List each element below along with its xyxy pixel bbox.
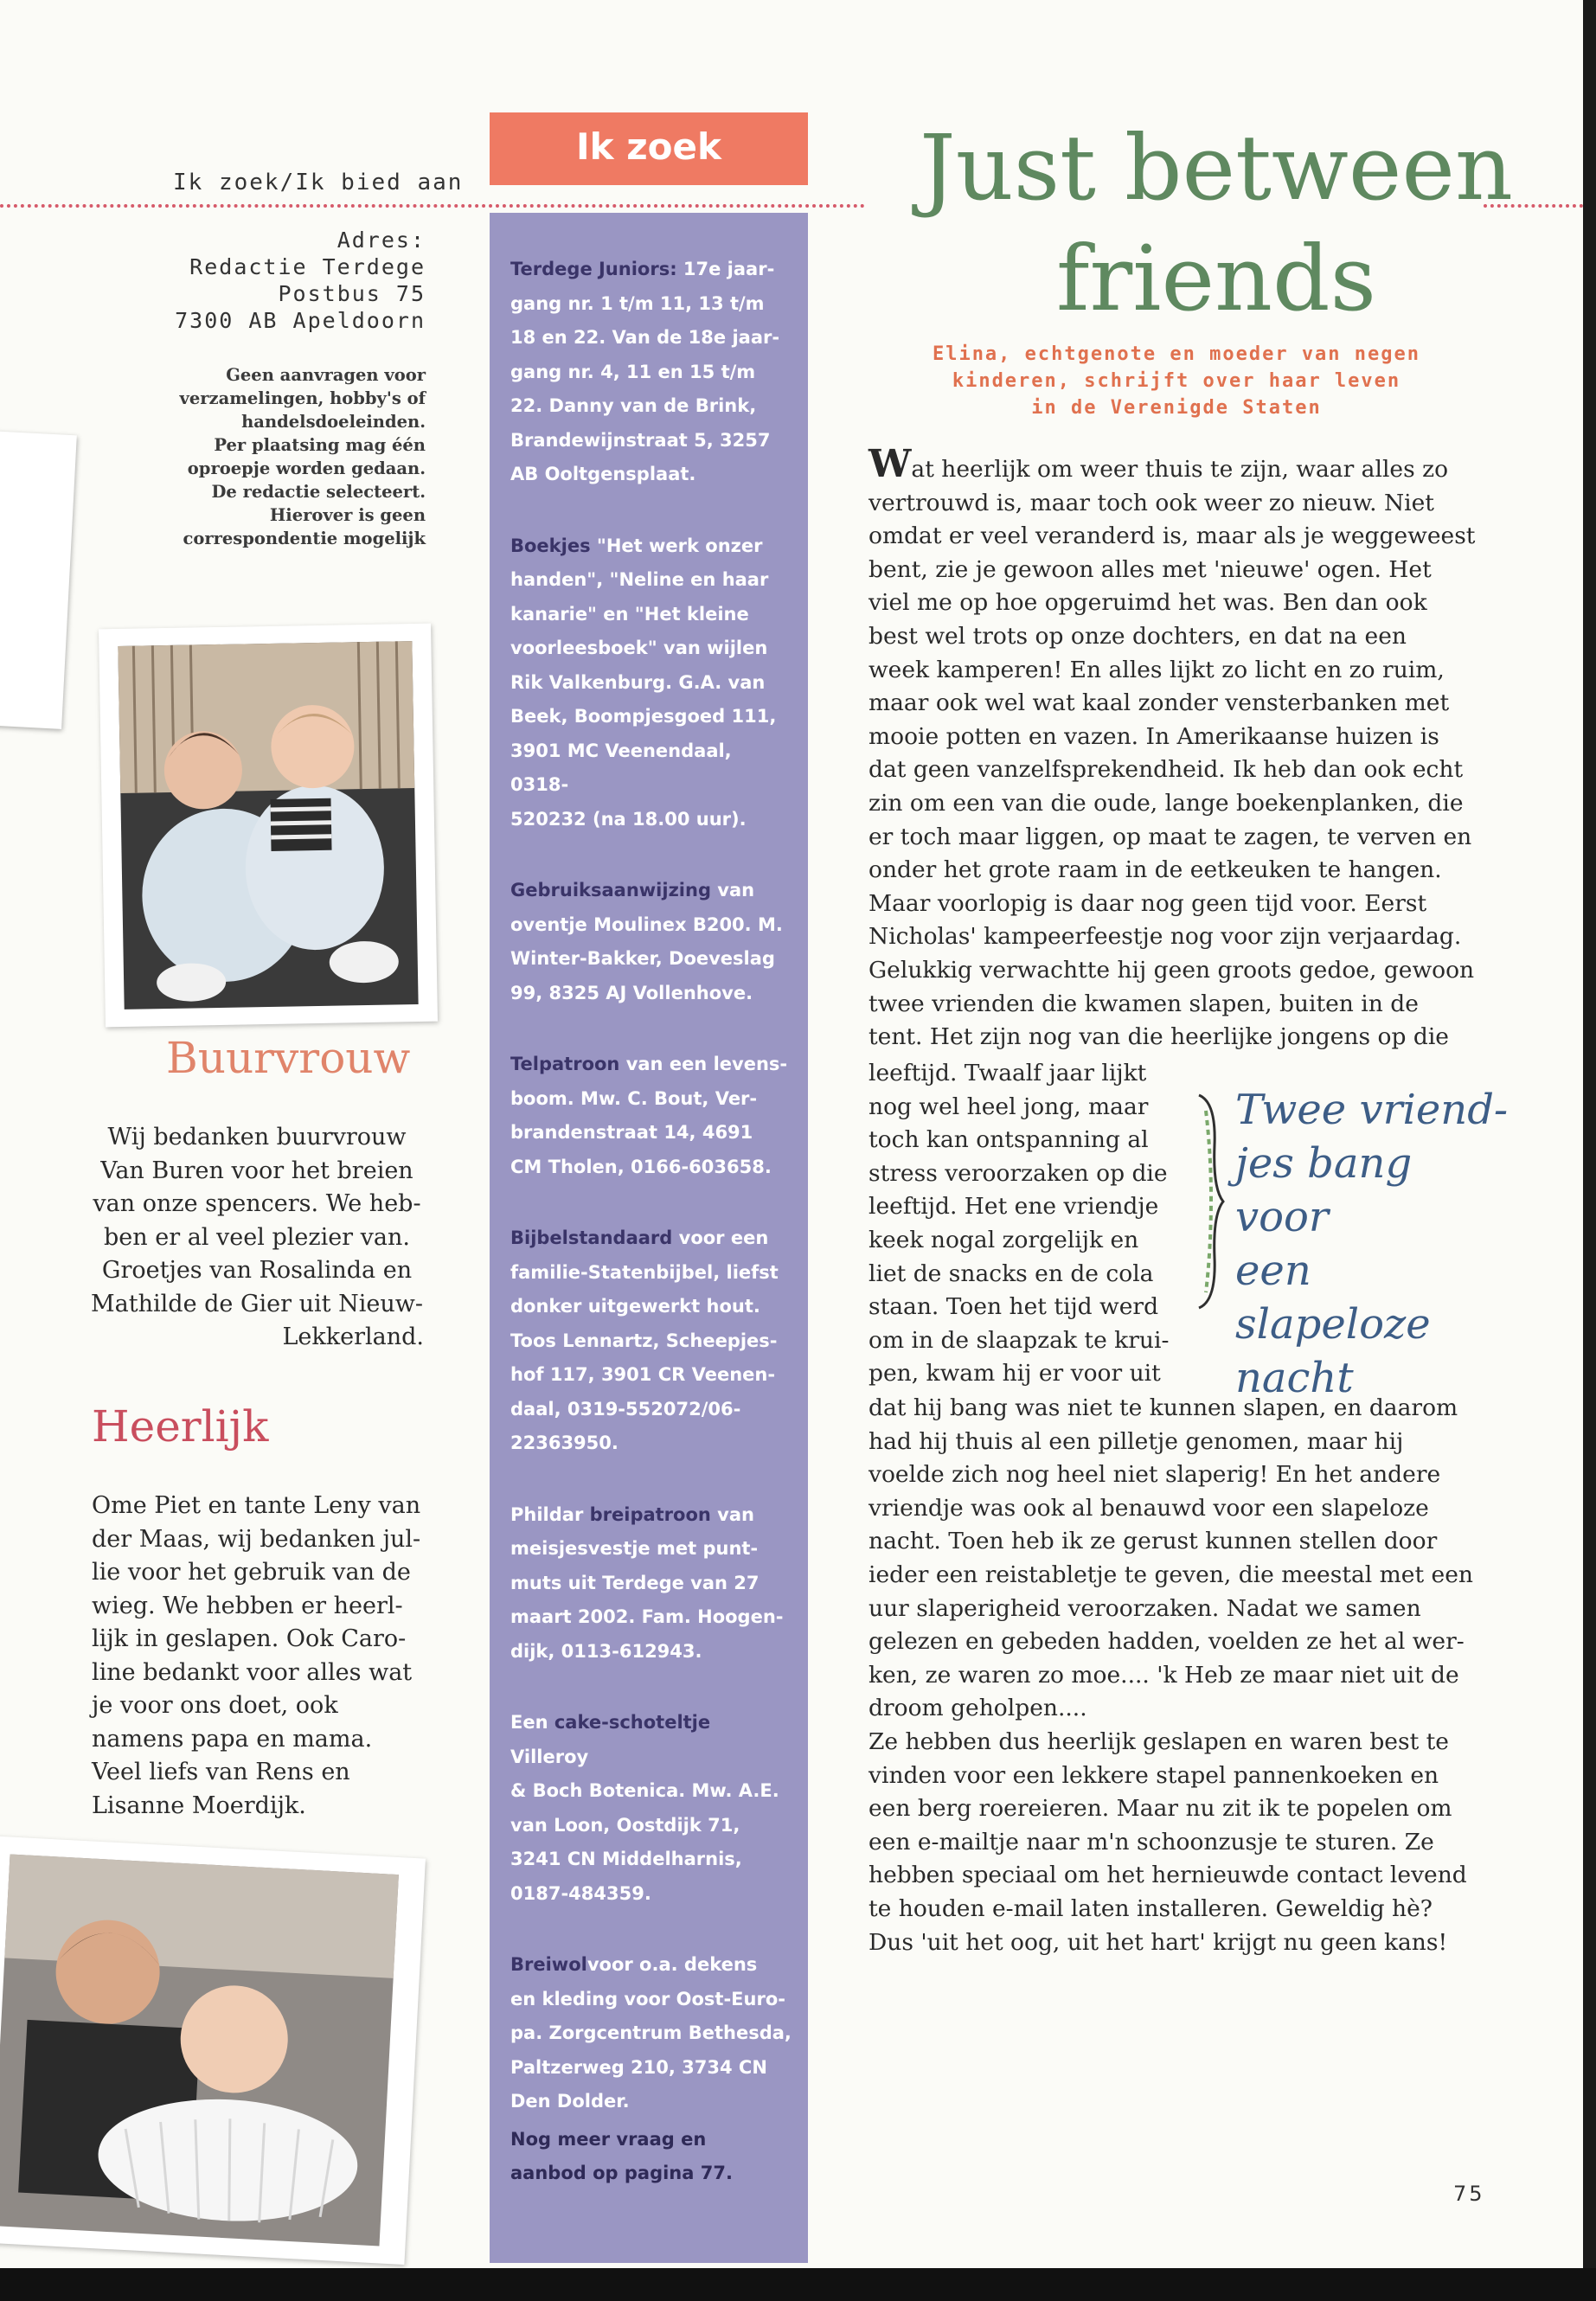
quote-line: een slapeloze bbox=[1235, 1247, 1431, 1349]
ad-line: Beek, Boompjesgoed 111, bbox=[510, 706, 777, 727]
ad-line: pa. Zorgcentrum Bethesda, bbox=[510, 2022, 792, 2043]
body-line: er toch maar liggen, op maat te zagen, te verven en bbox=[869, 823, 1472, 850]
notice-line: oproepje worden gedaan. bbox=[187, 458, 426, 478]
quote-line: Twee vriend- bbox=[1235, 1086, 1509, 1134]
body-line: vriendje was ook al benauwd voor een slapeloze bbox=[869, 1494, 1429, 1522]
section-text-heerlijk bbox=[92, 1490, 438, 1823]
classified-ads bbox=[510, 253, 794, 2228]
section-title-heerlijk: Heerlijk bbox=[92, 1401, 269, 1452]
ad-line: CM Tholen, 0166-603658. bbox=[510, 1156, 772, 1177]
notice-line: De redactie selecteert. bbox=[211, 482, 426, 502]
text-line: ben er al veel plezier van. bbox=[104, 1223, 410, 1251]
first-line: at heerlijk om weer thuis te zijn, waar alles zo bbox=[911, 456, 1449, 483]
ad-line: hof 117, 3901 CR Veenen- bbox=[510, 1364, 776, 1385]
body-line: voelde zich nog heel niet slaperig! En het andere bbox=[869, 1461, 1441, 1489]
ad-line: maart 2002. Fam. Hoogen- bbox=[510, 1606, 784, 1627]
ad-line: van Loon, Oostdijk 71, bbox=[510, 1814, 740, 1836]
ad-line: Winter-Bakker, Doeveslag bbox=[510, 948, 775, 969]
ad-line: 22. Danny van de Brink, bbox=[510, 395, 757, 416]
body-line: zin om een van die oude, lange boekenplanken, die bbox=[869, 789, 1464, 817]
body-line: tent. Het zijn nog van die heerlijke jongens op die bbox=[869, 1023, 1449, 1051]
notice-line: Geen aanvragen voor bbox=[226, 365, 426, 385]
notice-line: Hierover is geen bbox=[269, 505, 426, 525]
body-line: week kamperen! En alles lijkt zo licht en zo ruim, bbox=[869, 656, 1445, 683]
drop-cap: W bbox=[869, 442, 912, 486]
address-line: Adres: bbox=[337, 228, 426, 253]
body-line: maar ook wel wat kaal zonder vensterbanken met bbox=[869, 689, 1450, 717]
notice-line: handelsdoeleinden. bbox=[241, 412, 426, 432]
ad-line: Bijbelstandaard voor een bbox=[510, 1227, 769, 1248]
ad-line: dijk, 0113-612943. bbox=[510, 1640, 702, 1662]
body-line: vertrouwd is, maar toch ook weer zo nieuw. Niet bbox=[869, 489, 1434, 516]
text-line: Wij bedanken buurvrouw bbox=[107, 1124, 407, 1150]
scan-edge-right bbox=[1583, 0, 1596, 2301]
body-line: nog wel heel jong, maar bbox=[869, 1093, 1149, 1120]
title-line: Just between bbox=[920, 115, 1513, 221]
text-line: Van Buren voor het breien bbox=[100, 1157, 413, 1184]
ad-line: gang nr. 1 t/m 11, 13 t/m bbox=[510, 292, 765, 314]
body-line: Nicholas' kampeerfeestje nog voor zijn verjaardag. bbox=[869, 923, 1462, 951]
notice-line: correspondentie mogelijk bbox=[183, 529, 426, 548]
text-line: Lekkerland. bbox=[282, 1324, 424, 1350]
text-line: lijk in geslapen. Ook Caro- bbox=[92, 1625, 407, 1652]
ad-lead-word: Bijbelstandaard bbox=[510, 1227, 673, 1248]
body-line: een berg roereieren. Maar nu zit ik te popelen om bbox=[869, 1795, 1452, 1823]
ad-line: 3901 MC Veenendaal, 0318- bbox=[510, 740, 732, 795]
body-line: ieder een reistabletje te geven, die meestal met een bbox=[869, 1561, 1473, 1588]
body-line: gelezen en gebeden hadden, voelden ze het al wer- bbox=[869, 1628, 1465, 1656]
ad-lead-word: Gebruiksaanwijzing bbox=[510, 880, 711, 901]
ad-line: Boekjes "Het werk onzer bbox=[510, 535, 763, 556]
ad-line: meisjesvestje met punt- bbox=[510, 1538, 759, 1559]
ad-breipatroon bbox=[510, 1498, 794, 1670]
pull-quote bbox=[1235, 1083, 1512, 1405]
body-line: Gelukkig verwachtte hij geen groots gedoe, gewoon bbox=[869, 956, 1475, 984]
ad-gebruiksaanwijzing bbox=[510, 874, 794, 1010]
body-line: Maar voorlopig is daar nog geen tijd voor. Eerst bbox=[869, 889, 1427, 917]
address-line: Redactie Terdege bbox=[189, 254, 426, 279]
ad-line: Telpatroon van een levens- bbox=[510, 1054, 788, 1074]
photo-cradle bbox=[0, 1836, 426, 2265]
section-text-buurvrouw bbox=[90, 1121, 424, 1355]
body-line: Dus 'uit het oog, uit het hart' krijgt nu geen kans! bbox=[869, 1928, 1448, 1956]
body-line: keek nogal zorgelijk en bbox=[869, 1226, 1139, 1253]
ad-line: handen", "Neline en haar bbox=[510, 569, 769, 590]
title-line: friends bbox=[1056, 226, 1376, 331]
ad-line: voorleesboek" van wijlen bbox=[510, 638, 768, 658]
ad-line: 0187-484359. bbox=[510, 1882, 651, 1904]
ad-line: donker uitgewerkt hout. bbox=[510, 1296, 760, 1317]
section-header: Ik zoek/Ik bied aan bbox=[173, 170, 464, 195]
section-title-buurvrouw: Buurvrouw bbox=[166, 1033, 411, 1083]
body-line: onder het grote raam in de eetkeuken te hangen. bbox=[869, 856, 1442, 884]
body-line: best wel trots op onze dochters, en dat na een bbox=[869, 622, 1407, 650]
ad-line: aanbod op pagina 77. bbox=[510, 2163, 733, 2183]
ad-line: Nog meer vraag en bbox=[510, 2128, 707, 2150]
body-line: ken, ze waren zo moe.... 'k Heb ze maar niet uit de bbox=[869, 1661, 1459, 1689]
ad-line: daal, 0319-552072/06- bbox=[510, 1398, 741, 1420]
ad-line: Den Dolder. bbox=[510, 2091, 630, 2112]
body-line: om in de slaapzak te krui- bbox=[869, 1326, 1170, 1354]
ad-lead-word: Boekjes bbox=[510, 535, 591, 556]
body-line: uur slaperigheid veroorzaken. Nadat we samen bbox=[869, 1594, 1421, 1622]
body-line: te houden e-mail laten installeren. Geweldig hè? bbox=[869, 1894, 1433, 1922]
ad-line: familie-Statenbijbel, liefst bbox=[510, 1261, 779, 1283]
quote-bracket-icon bbox=[1194, 1093, 1227, 1310]
ad-line: AB Ooltgensplaat. bbox=[510, 464, 696, 484]
ad-line: Toos Lennartz, Scheepjes- bbox=[510, 1330, 778, 1351]
ad-line: Gebruiksaanwijzing van bbox=[510, 880, 755, 901]
body-line: dat hij bang was niet te kunnen slapen, en daarom bbox=[869, 1394, 1458, 1421]
article-body-bottom bbox=[869, 1392, 1488, 1959]
body-line: had hij thuis al een pilletje genomen, maar hij bbox=[869, 1427, 1404, 1455]
body-line: leeftijd. Twaalf jaar lijkt bbox=[869, 1060, 1147, 1086]
ad-lead-word: Telpatroon bbox=[510, 1054, 620, 1074]
quote-line: nacht bbox=[1235, 1354, 1354, 1402]
article-subtitle bbox=[900, 341, 1453, 421]
ad-line: Een cake-schoteltje Villeroy bbox=[510, 1712, 711, 1767]
body-line: omdat er veel veranderd is, maar als je weggeweest bbox=[869, 522, 1476, 550]
ad-lead-word: Terdege Juniors: bbox=[510, 259, 677, 279]
body-line: Ze hebben dus heerlijk geslapen en waren best te bbox=[869, 1727, 1449, 1755]
body-line: mooie potten en vazen. In Amerikaanse huizen is bbox=[869, 722, 1439, 750]
body-line: leeftijd. Het ene vriendje bbox=[869, 1193, 1159, 1221]
paper-scrap bbox=[0, 430, 77, 729]
ad-lead-word: cake-schoteltje bbox=[554, 1712, 711, 1733]
body-line: nacht. Toen heb ik ze gerust kunnen stellen door bbox=[869, 1528, 1438, 1555]
body-line: toch kan ontspanning al bbox=[869, 1126, 1149, 1154]
body-line: droom geholpen.... bbox=[869, 1695, 1087, 1722]
ad-line: gang nr. 4, 11 en 15 t/m bbox=[510, 361, 756, 382]
ad-line: 3241 CN Middelharnis, bbox=[510, 1849, 742, 1869]
subtitle-line: Elina, echtgenote en moeder van negen bbox=[932, 343, 1421, 365]
article-title bbox=[896, 112, 1536, 334]
body-line: vinden voor een lekkere stapel pannenkoeken en bbox=[869, 1761, 1439, 1789]
article-body-top bbox=[869, 442, 1488, 1054]
submission-notice bbox=[121, 363, 426, 550]
text-line: van onze spencers. We heb- bbox=[93, 1190, 421, 1217]
body-line bbox=[869, 442, 1488, 487]
ad-more-link bbox=[510, 2123, 794, 2191]
ad-line: muts uit Terdege van 27 bbox=[510, 1572, 760, 1593]
ik-zoek-label: Ik zoek bbox=[490, 112, 808, 185]
photo-babies bbox=[99, 624, 438, 1028]
text-line: Groetjes van Rosalinda en bbox=[101, 1257, 413, 1284]
photo-cradle-image bbox=[0, 1836, 426, 2265]
ad-lead-word: breipatroon bbox=[589, 1503, 711, 1525]
notice-line: verzamelingen, hobby's of bbox=[179, 388, 426, 408]
body-line: hebben speciaal om het hernieuwde contact levend bbox=[869, 1862, 1467, 1889]
ad-line: Terdege Juniors: 17e jaar- bbox=[510, 259, 775, 279]
text-line: je voor ons doet, ook bbox=[92, 1692, 338, 1719]
text-line: Lisanne Moerdijk. bbox=[92, 1791, 306, 1819]
ad-line: & Boch Botenica. Mw. A.E. bbox=[510, 1780, 779, 1801]
body-line: twee vrienden die kwamen slapen, buiten in de bbox=[869, 990, 1419, 1017]
body-line: bent, zie je gewoon alles met 'nieuwe' ogen. Het bbox=[869, 555, 1432, 583]
photo-babies-image bbox=[99, 624, 438, 1028]
text-line: namens papa en mama. bbox=[92, 1725, 373, 1753]
address-line: Postbus 75 bbox=[278, 281, 426, 306]
text-line: wieg. We hebben er heerl- bbox=[92, 1592, 403, 1619]
quote-line: jes bang voor bbox=[1235, 1139, 1413, 1241]
body-line: stress veroorzaken op die bbox=[869, 1159, 1168, 1187]
body-line: staan. Toen het tijd werd bbox=[869, 1293, 1159, 1321]
ad-line: 520232 (na 18.00 uur). bbox=[510, 808, 747, 830]
text-line: der Maas, wij bedanken jul- bbox=[92, 1525, 421, 1553]
ad-line: brandenstraat 14, 4691 bbox=[510, 1122, 753, 1143]
address-line: 7300 AB Apeldoorn bbox=[175, 308, 426, 333]
ad-line: Breiwolvoor o.a. dekens bbox=[510, 1954, 758, 1975]
ad-boekjes bbox=[510, 529, 794, 837]
ad-telpatroon bbox=[510, 1048, 794, 1184]
ad-line: oventje Moulinex B200. M. bbox=[510, 913, 783, 935]
ad-line: 99, 8325 AJ Vollenhove. bbox=[510, 982, 753, 1003]
article-body-narrow bbox=[869, 1057, 1190, 1391]
text-line: Mathilde de Gier uit Nieuw- bbox=[91, 1290, 423, 1317]
text-line: Ome Piet en tante Leny van bbox=[92, 1492, 421, 1519]
ad-line: 22363950. bbox=[510, 1433, 619, 1453]
ad-terdege-juniors bbox=[510, 253, 794, 492]
text-line: line bedankt voor alles wat bbox=[92, 1658, 413, 1686]
body-line: liet de snacks en de cola bbox=[869, 1259, 1154, 1287]
body-line: dat geen vanzelfsprekendheid. Ik heb dan ook echt bbox=[869, 756, 1464, 784]
ad-line: Phildar breipatroon van bbox=[510, 1503, 754, 1525]
text-line: lie voor het gebruik van de bbox=[92, 1559, 411, 1586]
notice-line: Per plaatsing mag één bbox=[214, 435, 426, 455]
text-line: Veel liefs van Rens en bbox=[92, 1759, 350, 1785]
subtitle-line: in de Verenigde Staten bbox=[1031, 397, 1322, 419]
ad-line: Rik Valkenburg. G.A. van bbox=[510, 671, 766, 693]
ad-line: Paltzerweg 210, 3734 CN bbox=[510, 2056, 767, 2078]
body-line: viel me op hoe opgeruimd het was. Ben dan ook bbox=[869, 589, 1427, 617]
rule-left bbox=[0, 204, 865, 208]
body-line: pen, kwam hij er voor uit bbox=[869, 1360, 1161, 1388]
ad-cake-schoteltje bbox=[510, 1706, 794, 1911]
ad-breiwol bbox=[510, 1948, 794, 2119]
editorial-address bbox=[130, 227, 426, 334]
ad-line: 18 en 22. Van de 18e jaar- bbox=[510, 327, 780, 348]
ad-line: boom. Mw. C. Bout, Ver- bbox=[510, 1087, 758, 1109]
ad-lead-word: Breiwol bbox=[510, 1954, 587, 1975]
ad-line: kanarie" en "Het kleine bbox=[510, 603, 749, 625]
ad-line: Brandewijnstraat 5, 3257 bbox=[510, 429, 771, 451]
scan-edge-bottom bbox=[0, 2268, 1596, 2301]
body-line: een e-mailtje naar m'n schoonzusje te sturen. Ze bbox=[869, 1828, 1434, 1856]
subtitle-line: kinderen, schrijft over haar leven bbox=[952, 370, 1401, 392]
page-number: 75 bbox=[1453, 2182, 1485, 2206]
ad-bijbelstandaard bbox=[510, 1221, 794, 1461]
ad-line: en kleding voor Oost-Euro- bbox=[510, 1988, 785, 2009]
